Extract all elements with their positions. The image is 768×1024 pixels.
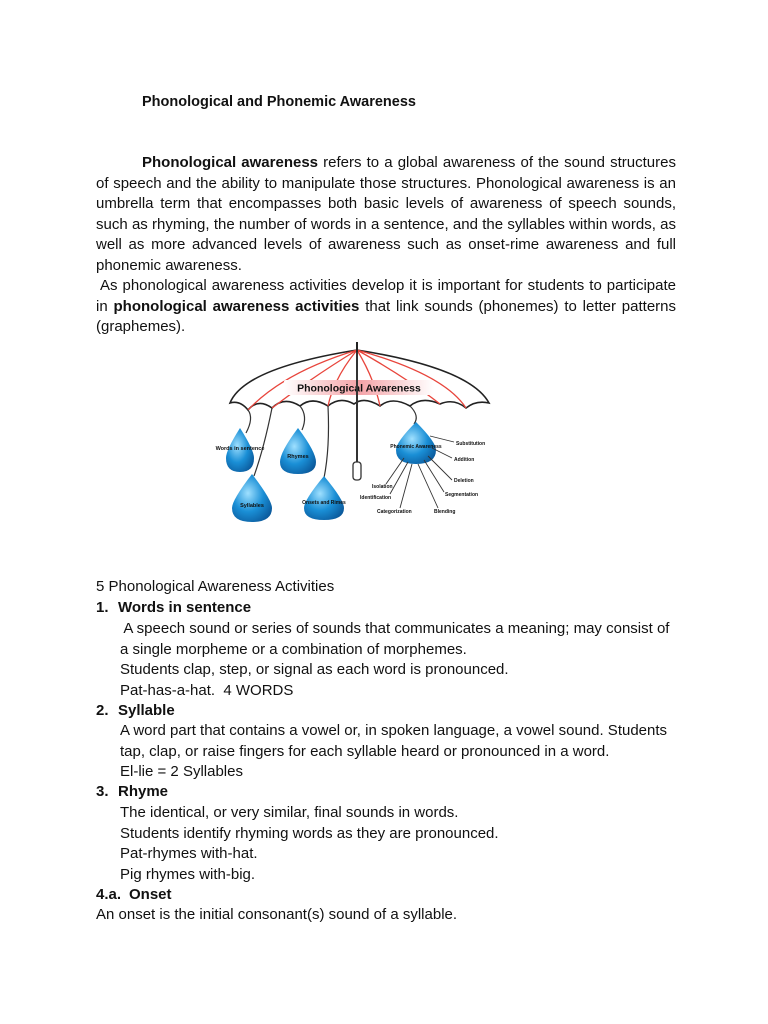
activity-3-title: Rhyme: [118, 783, 169, 800]
svg-text:Identification: Identification: [360, 495, 392, 501]
svg-text:Substitution: Substitution: [456, 441, 486, 447]
page-title: Phonological and Phonemic Awareness: [142, 94, 416, 110]
svg-text:Onsets and Rimes: Onsets and Rimes: [302, 500, 346, 506]
activity-2-heading: 2. Syllable: [96, 702, 175, 719]
svg-text:Blending: Blending: [434, 509, 456, 515]
intro-paragraph-1: [96, 153, 676, 277]
activities-heading: 5 Phonological Awareness Activities: [96, 578, 335, 595]
intro-paragraph-1-text: refers to a global awareness of the sound structures of speech and the ability to manipulate those structures. Phonological awareness is an umbrella term that encompasses both basic levels of awareness of speech sounds, such as rhyming, the number of words in a sentence, and the syllables within words, as well as more advanced levels of awareness such as onset-rime awareness and full phonemic awareness.: [96, 154, 676, 274]
svg-text:Rhymes: Rhymes: [287, 454, 309, 460]
activity-4a-heading: 4.a. Onset: [96, 886, 172, 903]
svg-text:Categorization: Categorization: [377, 509, 412, 515]
svg-text:Segmentation: Segmentation: [445, 492, 479, 498]
svg-text:Phonemic Awareness: Phonemic Awareness: [390, 444, 442, 450]
activity-2-title: Syllable: [118, 702, 175, 719]
drop-onsets-and-rimes: [302, 476, 346, 520]
svg-text:Isolation: Isolation: [372, 484, 393, 490]
activity-1-body: A speech sound or series of sounds that communicates a meaning; may consist of a single morpheme or a combination of morphemes. Students clap, step, or signal as each word is pronounced. Pat-has-a-hat. 4 WORDS: [120, 620, 670, 699]
activity-3-body: The identical, or very similar, final sounds in words. Students identify rhyming words as they are pronounced. Pat-rhymes with-hat. Pig rhymes with-big.: [120, 804, 499, 883]
svg-text:Syllables: Syllables: [240, 503, 264, 509]
phonological-awareness-umbrella-figure: [214, 338, 500, 534]
activity-4a-body: An onset is the initial consonant(s) sound of a syllable.: [96, 906, 458, 923]
drop-phonemic-awareness: [390, 422, 442, 464]
intro-paragraph-2-end: that link sounds (phonemes) to letter patterns (graphemes).: [96, 297, 677, 336]
activity-3-heading: 3. Rhyme: [96, 783, 169, 800]
hanging-lines: [246, 406, 416, 478]
umbrella-canopy: [230, 342, 489, 410]
phonological-activities-term: phonological awareness activities: [113, 297, 360, 315]
activity-4a-title: Onset: [129, 886, 172, 903]
umbrella-label: Phonological Awareness: [297, 382, 421, 395]
svg-text:Deletion: Deletion: [454, 478, 474, 484]
activity-1-heading: 1. Words in sentence: [96, 599, 252, 616]
activity-1-title: Words in sentence: [118, 599, 252, 616]
svg-text:Words in sentence: Words in sentence: [215, 446, 265, 452]
phonological-awareness-term: Phonological awareness: [142, 154, 319, 171]
drop-rhymes: [280, 428, 316, 474]
drop-syllables: [232, 474, 272, 522]
intro-paragraph-2-start: As phonological awareness activities develop it is important for students to participate in: [96, 277, 676, 315]
intro-paragraph-2: [96, 276, 676, 338]
activity-2-body: A word part that contains a vowel or, in spoken language, a vowel sound. Students tap, clap, or raise fingers for each syllable heard or pronounced in a word. El-lie = 2 Syllables: [120, 722, 668, 780]
svg-text:Addition: Addition: [454, 457, 475, 463]
